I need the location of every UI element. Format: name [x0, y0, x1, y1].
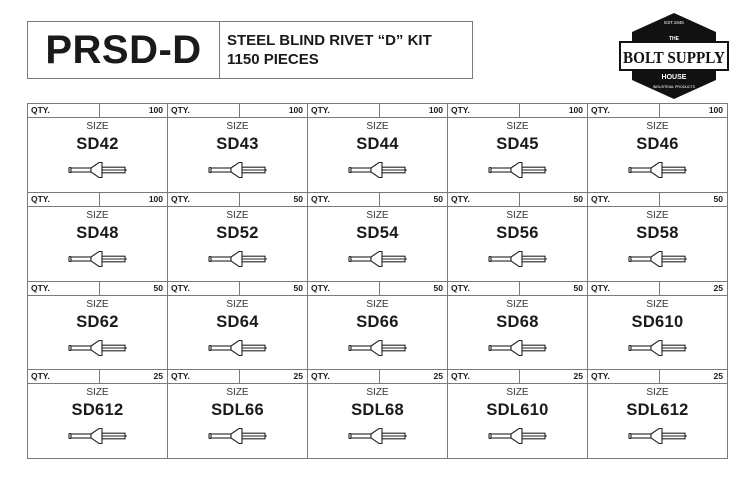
qty-value: 25 — [573, 371, 583, 382]
qty-label: QTY. — [588, 104, 660, 117]
size-label: SIZE — [646, 298, 669, 310]
rivet-cell — [308, 370, 448, 459]
qty-bar — [308, 370, 447, 384]
rivet-cell — [308, 193, 448, 282]
rivet-part-number: SD612 — [71, 401, 124, 420]
rivet-part-number: SD68 — [496, 312, 539, 331]
rivet-cell — [588, 282, 728, 371]
qty-value: 25 — [153, 371, 163, 382]
rivet-cell — [448, 193, 588, 282]
qty-bar — [448, 193, 587, 207]
qty-label: QTY. — [448, 370, 520, 383]
qty-value: 100 — [708, 105, 723, 115]
qty-label: QTY. — [168, 370, 240, 383]
rivet-cell — [448, 282, 588, 371]
kit-code: PRSD-D — [45, 28, 202, 72]
size-label: SIZE — [86, 387, 109, 399]
kit-title: STEEL BLIND RIVET “D” KIT — [227, 32, 432, 49]
rivet-cell — [588, 193, 728, 282]
qty-bar — [308, 104, 447, 118]
qty-label: QTY. — [588, 370, 660, 383]
kit-piece-count: 1150 PIECES — [227, 51, 319, 68]
qty-bar — [28, 193, 167, 207]
blind-rivet-icon — [486, 250, 550, 268]
qty-value: 100 — [148, 193, 163, 204]
rivet-part-number: SD610 — [631, 312, 684, 331]
size-label: SIZE — [226, 298, 249, 310]
blind-rivet-icon — [206, 427, 270, 445]
blind-rivet-icon — [626, 161, 690, 179]
qty-label: QTY. — [588, 193, 660, 206]
rivet-cell — [168, 282, 308, 371]
blind-rivet-icon — [206, 161, 270, 179]
blind-rivet-icon — [206, 250, 270, 268]
qty-value: 50 — [153, 282, 163, 293]
qty-value: 50 — [713, 193, 723, 204]
qty-label: QTY. — [168, 282, 240, 295]
qty-label: QTY. — [28, 193, 100, 206]
size-label: SIZE — [86, 209, 109, 221]
rivet-part-number: SD62 — [76, 312, 119, 331]
rivet-size-grid — [27, 103, 728, 459]
qty-bar — [168, 193, 307, 207]
blind-rivet-icon — [486, 161, 550, 179]
rivet-part-number: SDL66 — [211, 401, 264, 420]
rivet-part-number: SD44 — [356, 135, 399, 153]
rivet-cell — [308, 104, 448, 193]
qty-value: 25 — [713, 282, 723, 293]
qty-value: 50 — [573, 282, 583, 293]
qty-value: 50 — [293, 193, 303, 204]
kit-title-box — [220, 22, 472, 78]
rivet-part-number: SD58 — [636, 223, 679, 242]
qty-value: 25 — [713, 371, 723, 382]
qty-label: QTY. — [308, 370, 380, 383]
rivet-part-number: SD64 — [216, 312, 259, 331]
qty-label: QTY. — [168, 193, 240, 206]
size-label: SIZE — [646, 121, 669, 132]
qty-value: 25 — [293, 371, 303, 382]
size-label: SIZE — [366, 298, 389, 310]
size-label: SIZE — [226, 209, 249, 221]
rivet-cell — [448, 370, 588, 459]
rivet-part-number: SDL612 — [626, 401, 689, 420]
blind-rivet-icon — [206, 339, 270, 357]
rivet-cell — [448, 104, 588, 193]
qty-bar — [28, 104, 167, 118]
qty-value: 100 — [428, 105, 443, 115]
rivet-cell — [28, 193, 168, 282]
qty-bar — [448, 104, 587, 118]
qty-label: QTY. — [308, 282, 380, 295]
rivet-cell — [168, 370, 308, 459]
blind-rivet-icon — [66, 161, 130, 179]
qty-bar — [448, 282, 587, 296]
qty-bar — [588, 193, 727, 207]
qty-value: 50 — [433, 282, 443, 293]
rivet-cell — [588, 370, 728, 459]
rivet-part-number: SD54 — [356, 223, 399, 242]
size-label: SIZE — [646, 209, 669, 221]
blind-rivet-icon — [66, 250, 130, 268]
kit-header — [27, 21, 473, 79]
qty-bar — [168, 370, 307, 384]
size-label: SIZE — [506, 121, 529, 132]
logo-the-text: THE — [669, 36, 679, 42]
rivet-part-number: SD42 — [76, 135, 119, 153]
blind-rivet-icon — [486, 427, 550, 445]
qty-value: 100 — [148, 105, 163, 115]
qty-value: 25 — [433, 371, 443, 382]
qty-bar — [168, 104, 307, 118]
qty-value: 50 — [293, 282, 303, 293]
qty-label: QTY. — [588, 282, 660, 295]
qty-label: QTY. — [308, 104, 380, 117]
qty-bar — [588, 282, 727, 296]
blind-rivet-icon — [486, 339, 550, 357]
qty-bar — [448, 370, 587, 384]
qty-label: QTY. — [28, 370, 100, 383]
rivet-part-number: SDL68 — [351, 401, 404, 420]
size-label: SIZE — [226, 121, 249, 132]
qty-bar — [588, 370, 727, 384]
rivet-part-number: SD45 — [496, 135, 539, 153]
rivet-part-number: SDL610 — [486, 401, 549, 420]
rivet-cell — [308, 282, 448, 371]
rivet-cell — [168, 193, 308, 282]
blind-rivet-icon — [66, 427, 130, 445]
rivet-part-number: SD48 — [76, 223, 119, 242]
blind-rivet-icon — [346, 339, 410, 357]
blind-rivet-icon — [626, 250, 690, 268]
rivet-cell — [28, 370, 168, 459]
blind-rivet-icon — [346, 427, 410, 445]
size-label: SIZE — [366, 209, 389, 221]
qty-bar — [308, 282, 447, 296]
blind-rivet-icon — [346, 250, 410, 268]
blind-rivet-icon — [346, 161, 410, 179]
qty-value: 50 — [573, 193, 583, 204]
qty-label: QTY. — [448, 193, 520, 206]
qty-bar — [28, 282, 167, 296]
qty-bar — [168, 282, 307, 296]
rivet-part-number: SD56 — [496, 223, 539, 242]
rivet-cell — [168, 104, 308, 193]
qty-label: QTY. — [448, 282, 520, 295]
qty-label: QTY. — [308, 193, 380, 206]
logo-est-text: EST.1946 — [664, 20, 684, 25]
size-label: SIZE — [226, 387, 249, 399]
qty-label: QTY. — [28, 104, 100, 117]
size-label: SIZE — [366, 387, 389, 399]
size-label: SIZE — [646, 387, 669, 399]
logo-tagline-text: INDUSTRIAL PRODUCTS — [652, 85, 696, 89]
qty-label: QTY. — [448, 104, 520, 117]
size-label: SIZE — [86, 298, 109, 310]
qty-bar — [308, 193, 447, 207]
qty-bar — [28, 370, 167, 384]
qty-label: QTY. — [28, 282, 100, 295]
rivet-cell — [588, 104, 728, 193]
rivet-part-number: SD46 — [636, 135, 679, 153]
logo-house-text: HOUSE — [661, 74, 687, 81]
rivet-cell — [28, 104, 168, 193]
size-label: SIZE — [506, 298, 529, 310]
size-label: SIZE — [506, 209, 529, 221]
blind-rivet-icon — [626, 339, 690, 357]
qty-value: 100 — [568, 105, 583, 115]
size-label: SIZE — [86, 121, 109, 132]
qty-label: QTY. — [168, 104, 240, 117]
rivet-cell — [28, 282, 168, 371]
rivet-part-number: SD43 — [216, 135, 259, 153]
rivet-part-number: SD52 — [216, 223, 259, 242]
blind-rivet-icon — [66, 339, 130, 357]
logo-brand-text: BOLT SUPPLY — [623, 48, 725, 67]
kit-code-box — [28, 22, 220, 78]
rivet-part-number: SD66 — [356, 312, 399, 331]
qty-value: 100 — [288, 105, 303, 115]
size-label: SIZE — [506, 387, 529, 399]
blind-rivet-icon — [626, 427, 690, 445]
size-label: SIZE — [366, 121, 389, 132]
qty-bar — [588, 104, 727, 118]
qty-value: 50 — [433, 193, 443, 204]
bolt-supply-house-logo — [618, 12, 730, 100]
